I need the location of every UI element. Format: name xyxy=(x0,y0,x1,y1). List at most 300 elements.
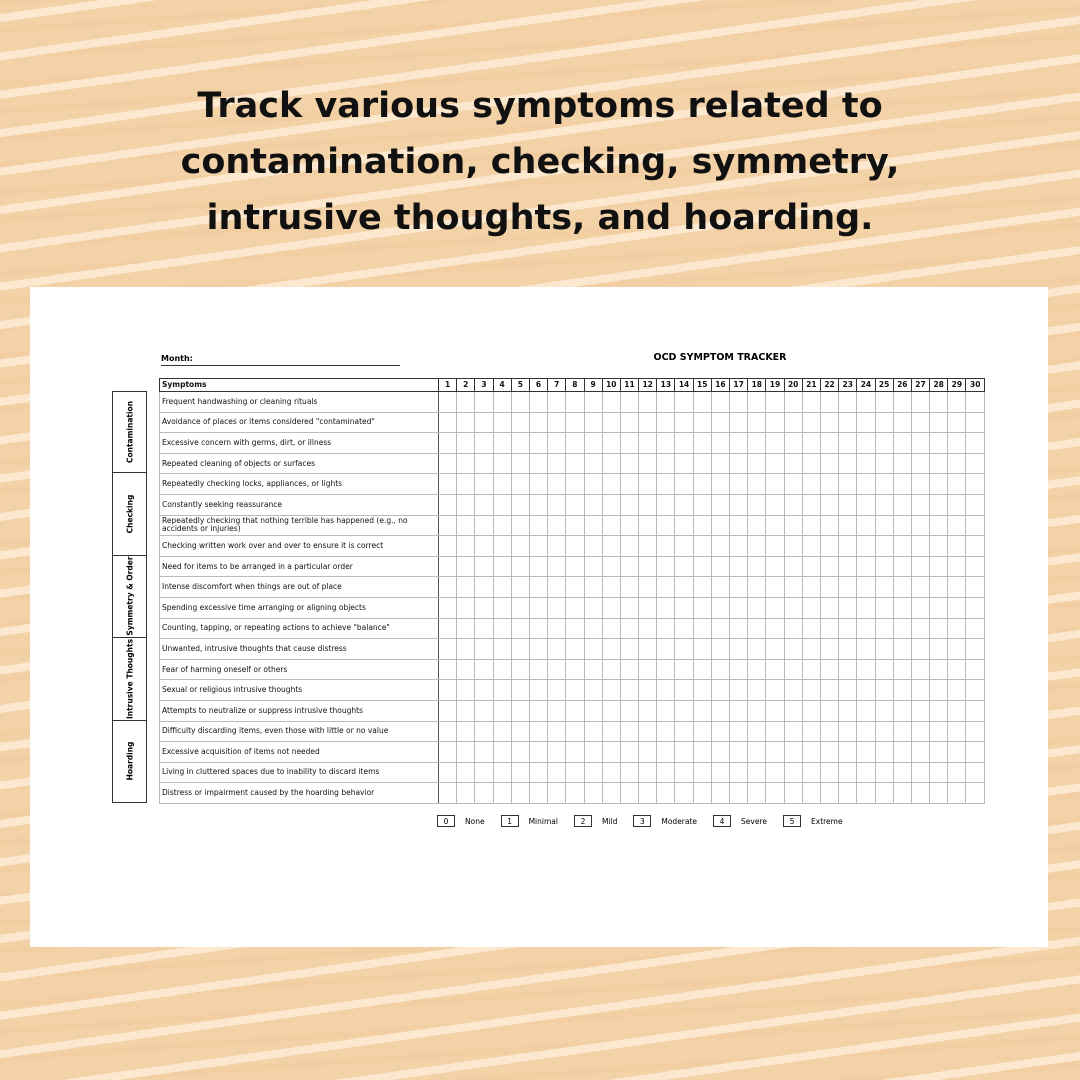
day-cell[interactable] xyxy=(675,474,693,495)
day-cell[interactable] xyxy=(911,474,929,495)
day-cell[interactable] xyxy=(675,412,693,433)
day-cell[interactable] xyxy=(730,680,748,701)
day-cell[interactable] xyxy=(857,556,875,577)
day-cell[interactable] xyxy=(675,680,693,701)
day-cell[interactable] xyxy=(839,392,857,413)
day-cell[interactable] xyxy=(893,721,911,742)
day-cell[interactable] xyxy=(784,659,802,680)
day-cell[interactable] xyxy=(930,680,948,701)
day-cell[interactable] xyxy=(511,618,529,639)
day-cell[interactable] xyxy=(820,556,838,577)
day-cell[interactable] xyxy=(893,742,911,763)
day-cell[interactable] xyxy=(439,556,457,577)
day-cell[interactable] xyxy=(839,783,857,804)
day-cell[interactable] xyxy=(566,639,584,660)
day-cell[interactable] xyxy=(566,453,584,474)
day-cell[interactable] xyxy=(820,639,838,660)
day-cell[interactable] xyxy=(493,412,511,433)
day-cell[interactable] xyxy=(766,474,784,495)
day-cell[interactable] xyxy=(802,536,820,557)
day-cell[interactable] xyxy=(766,742,784,763)
day-cell[interactable] xyxy=(439,474,457,495)
day-cell[interactable] xyxy=(711,556,729,577)
day-cell[interactable] xyxy=(911,494,929,515)
day-cell[interactable] xyxy=(675,618,693,639)
day-cell[interactable] xyxy=(620,742,638,763)
day-cell[interactable] xyxy=(875,556,893,577)
day-cell[interactable] xyxy=(748,392,766,413)
day-cell[interactable] xyxy=(784,494,802,515)
day-cell[interactable] xyxy=(911,742,929,763)
day-cell[interactable] xyxy=(493,536,511,557)
day-cell[interactable] xyxy=(675,762,693,783)
day-cell[interactable] xyxy=(529,577,547,598)
day-cell[interactable] xyxy=(966,494,985,515)
day-cell[interactable] xyxy=(693,700,711,721)
day-cell[interactable] xyxy=(439,618,457,639)
day-cell[interactable] xyxy=(639,577,657,598)
day-cell[interactable] xyxy=(784,742,802,763)
day-cell[interactable] xyxy=(693,762,711,783)
day-cell[interactable] xyxy=(475,721,493,742)
day-cell[interactable] xyxy=(820,494,838,515)
day-cell[interactable] xyxy=(475,680,493,701)
day-cell[interactable] xyxy=(457,412,475,433)
day-cell[interactable] xyxy=(602,742,620,763)
day-cell[interactable] xyxy=(493,474,511,495)
day-cell[interactable] xyxy=(930,742,948,763)
day-cell[interactable] xyxy=(930,762,948,783)
day-cell[interactable] xyxy=(548,762,566,783)
day-cell[interactable] xyxy=(948,639,966,660)
day-cell[interactable] xyxy=(784,577,802,598)
day-cell[interactable] xyxy=(511,494,529,515)
day-cell[interactable] xyxy=(584,721,602,742)
day-cell[interactable] xyxy=(566,597,584,618)
day-cell[interactable] xyxy=(548,474,566,495)
day-cell[interactable] xyxy=(730,762,748,783)
day-cell[interactable] xyxy=(566,618,584,639)
day-cell[interactable] xyxy=(893,494,911,515)
day-cell[interactable] xyxy=(766,639,784,660)
day-cell[interactable] xyxy=(820,392,838,413)
day-cell[interactable] xyxy=(548,659,566,680)
day-cell[interactable] xyxy=(675,783,693,804)
day-cell[interactable] xyxy=(802,453,820,474)
day-cell[interactable] xyxy=(730,742,748,763)
day-cell[interactable] xyxy=(748,453,766,474)
day-cell[interactable] xyxy=(820,433,838,454)
day-cell[interactable] xyxy=(548,556,566,577)
day-cell[interactable] xyxy=(875,536,893,557)
day-cell[interactable] xyxy=(693,515,711,536)
day-cell[interactable] xyxy=(511,783,529,804)
day-cell[interactable] xyxy=(893,783,911,804)
day-cell[interactable] xyxy=(548,783,566,804)
day-cell[interactable] xyxy=(893,700,911,721)
day-cell[interactable] xyxy=(620,412,638,433)
day-cell[interactable] xyxy=(930,618,948,639)
day-cell[interactable] xyxy=(639,392,657,413)
day-cell[interactable] xyxy=(748,556,766,577)
day-cell[interactable] xyxy=(675,639,693,660)
day-cell[interactable] xyxy=(820,515,838,536)
day-cell[interactable] xyxy=(802,680,820,701)
day-cell[interactable] xyxy=(748,536,766,557)
day-cell[interactable] xyxy=(948,783,966,804)
day-cell[interactable] xyxy=(839,680,857,701)
day-cell[interactable] xyxy=(529,474,547,495)
day-cell[interactable] xyxy=(493,392,511,413)
day-cell[interactable] xyxy=(857,762,875,783)
day-cell[interactable] xyxy=(820,577,838,598)
day-cell[interactable] xyxy=(657,762,675,783)
day-cell[interactable] xyxy=(639,515,657,536)
day-cell[interactable] xyxy=(784,700,802,721)
day-cell[interactable] xyxy=(857,700,875,721)
day-cell[interactable] xyxy=(639,433,657,454)
day-cell[interactable] xyxy=(711,515,729,536)
day-cell[interactable] xyxy=(748,742,766,763)
day-cell[interactable] xyxy=(820,783,838,804)
day-cell[interactable] xyxy=(529,515,547,536)
day-cell[interactable] xyxy=(911,680,929,701)
day-cell[interactable] xyxy=(930,536,948,557)
day-cell[interactable] xyxy=(766,392,784,413)
day-cell[interactable] xyxy=(784,762,802,783)
day-cell[interactable] xyxy=(893,433,911,454)
day-cell[interactable] xyxy=(948,618,966,639)
day-cell[interactable] xyxy=(493,783,511,804)
day-cell[interactable] xyxy=(802,762,820,783)
day-cell[interactable] xyxy=(893,639,911,660)
day-cell[interactable] xyxy=(893,515,911,536)
day-cell[interactable] xyxy=(875,515,893,536)
day-cell[interactable] xyxy=(602,474,620,495)
day-cell[interactable] xyxy=(493,556,511,577)
day-cell[interactable] xyxy=(584,618,602,639)
day-cell[interactable] xyxy=(493,453,511,474)
day-cell[interactable] xyxy=(766,412,784,433)
day-cell[interactable] xyxy=(457,577,475,598)
day-cell[interactable] xyxy=(529,494,547,515)
day-cell[interactable] xyxy=(566,700,584,721)
day-cell[interactable] xyxy=(493,515,511,536)
day-cell[interactable] xyxy=(475,639,493,660)
day-cell[interactable] xyxy=(893,762,911,783)
day-cell[interactable] xyxy=(766,680,784,701)
day-cell[interactable] xyxy=(693,474,711,495)
day-cell[interactable] xyxy=(948,474,966,495)
day-cell[interactable] xyxy=(930,515,948,536)
day-cell[interactable] xyxy=(857,597,875,618)
day-cell[interactable] xyxy=(457,474,475,495)
day-cell[interactable] xyxy=(966,556,985,577)
day-cell[interactable] xyxy=(657,597,675,618)
day-cell[interactable] xyxy=(966,659,985,680)
day-cell[interactable] xyxy=(457,515,475,536)
day-cell[interactable] xyxy=(820,700,838,721)
day-cell[interactable] xyxy=(966,597,985,618)
day-cell[interactable] xyxy=(529,680,547,701)
day-cell[interactable] xyxy=(639,783,657,804)
day-cell[interactable] xyxy=(875,453,893,474)
day-cell[interactable] xyxy=(820,618,838,639)
day-cell[interactable] xyxy=(748,412,766,433)
day-cell[interactable] xyxy=(948,680,966,701)
day-cell[interactable] xyxy=(857,618,875,639)
day-cell[interactable] xyxy=(930,597,948,618)
day-cell[interactable] xyxy=(529,762,547,783)
day-cell[interactable] xyxy=(620,392,638,413)
day-cell[interactable] xyxy=(820,742,838,763)
day-cell[interactable] xyxy=(548,515,566,536)
day-cell[interactable] xyxy=(839,515,857,536)
day-cell[interactable] xyxy=(548,392,566,413)
day-cell[interactable] xyxy=(584,536,602,557)
day-cell[interactable] xyxy=(875,474,893,495)
day-cell[interactable] xyxy=(875,742,893,763)
day-cell[interactable] xyxy=(639,680,657,701)
day-cell[interactable] xyxy=(875,680,893,701)
day-cell[interactable] xyxy=(439,700,457,721)
day-cell[interactable] xyxy=(639,597,657,618)
day-cell[interactable] xyxy=(602,433,620,454)
day-cell[interactable] xyxy=(839,639,857,660)
day-cell[interactable] xyxy=(529,618,547,639)
day-cell[interactable] xyxy=(802,700,820,721)
day-cell[interactable] xyxy=(457,639,475,660)
day-cell[interactable] xyxy=(511,556,529,577)
day-cell[interactable] xyxy=(711,392,729,413)
day-cell[interactable] xyxy=(730,433,748,454)
day-cell[interactable] xyxy=(566,474,584,495)
day-cell[interactable] xyxy=(820,597,838,618)
day-cell[interactable] xyxy=(911,597,929,618)
day-cell[interactable] xyxy=(748,433,766,454)
day-cell[interactable] xyxy=(948,577,966,598)
day-cell[interactable] xyxy=(529,556,547,577)
day-cell[interactable] xyxy=(493,659,511,680)
day-cell[interactable] xyxy=(711,721,729,742)
day-cell[interactable] xyxy=(911,618,929,639)
day-cell[interactable] xyxy=(566,742,584,763)
day-cell[interactable] xyxy=(602,762,620,783)
day-cell[interactable] xyxy=(439,639,457,660)
day-cell[interactable] xyxy=(766,433,784,454)
day-cell[interactable] xyxy=(857,783,875,804)
day-cell[interactable] xyxy=(620,556,638,577)
day-cell[interactable] xyxy=(784,453,802,474)
day-cell[interactable] xyxy=(602,392,620,413)
day-cell[interactable] xyxy=(657,721,675,742)
day-cell[interactable] xyxy=(529,742,547,763)
day-cell[interactable] xyxy=(439,659,457,680)
day-cell[interactable] xyxy=(911,783,929,804)
day-cell[interactable] xyxy=(620,783,638,804)
day-cell[interactable] xyxy=(511,659,529,680)
day-cell[interactable] xyxy=(820,659,838,680)
day-cell[interactable] xyxy=(948,659,966,680)
day-cell[interactable] xyxy=(675,721,693,742)
day-cell[interactable] xyxy=(911,412,929,433)
day-cell[interactable] xyxy=(439,597,457,618)
day-cell[interactable] xyxy=(584,433,602,454)
day-cell[interactable] xyxy=(457,721,475,742)
day-cell[interactable] xyxy=(857,659,875,680)
day-cell[interactable] xyxy=(730,639,748,660)
day-cell[interactable] xyxy=(693,433,711,454)
day-cell[interactable] xyxy=(711,577,729,598)
day-cell[interactable] xyxy=(930,412,948,433)
day-cell[interactable] xyxy=(639,618,657,639)
day-cell[interactable] xyxy=(748,515,766,536)
day-cell[interactable] xyxy=(839,556,857,577)
day-cell[interactable] xyxy=(675,536,693,557)
day-cell[interactable] xyxy=(948,536,966,557)
day-cell[interactable] xyxy=(657,618,675,639)
day-cell[interactable] xyxy=(893,577,911,598)
day-cell[interactable] xyxy=(693,453,711,474)
day-cell[interactable] xyxy=(730,515,748,536)
day-cell[interactable] xyxy=(493,742,511,763)
day-cell[interactable] xyxy=(839,433,857,454)
day-cell[interactable] xyxy=(857,577,875,598)
day-cell[interactable] xyxy=(657,515,675,536)
day-cell[interactable] xyxy=(711,639,729,660)
day-cell[interactable] xyxy=(548,618,566,639)
day-cell[interactable] xyxy=(657,700,675,721)
day-cell[interactable] xyxy=(930,577,948,598)
day-cell[interactable] xyxy=(820,762,838,783)
day-cell[interactable] xyxy=(839,597,857,618)
day-cell[interactable] xyxy=(730,577,748,598)
day-cell[interactable] xyxy=(784,639,802,660)
day-cell[interactable] xyxy=(566,536,584,557)
day-cell[interactable] xyxy=(602,639,620,660)
day-cell[interactable] xyxy=(857,515,875,536)
day-cell[interactable] xyxy=(584,742,602,763)
day-cell[interactable] xyxy=(439,762,457,783)
day-cell[interactable] xyxy=(857,474,875,495)
day-cell[interactable] xyxy=(875,597,893,618)
day-cell[interactable] xyxy=(457,680,475,701)
day-cell[interactable] xyxy=(766,515,784,536)
day-cell[interactable] xyxy=(948,721,966,742)
day-cell[interactable] xyxy=(748,494,766,515)
day-cell[interactable] xyxy=(584,577,602,598)
day-cell[interactable] xyxy=(602,577,620,598)
day-cell[interactable] xyxy=(493,433,511,454)
day-cell[interactable] xyxy=(457,556,475,577)
day-cell[interactable] xyxy=(911,700,929,721)
day-cell[interactable] xyxy=(911,762,929,783)
day-cell[interactable] xyxy=(966,577,985,598)
day-cell[interactable] xyxy=(475,577,493,598)
day-cell[interactable] xyxy=(893,556,911,577)
day-cell[interactable] xyxy=(693,721,711,742)
day-cell[interactable] xyxy=(730,453,748,474)
day-cell[interactable] xyxy=(529,721,547,742)
day-cell[interactable] xyxy=(802,721,820,742)
day-cell[interactable] xyxy=(584,659,602,680)
day-cell[interactable] xyxy=(948,453,966,474)
day-cell[interactable] xyxy=(875,700,893,721)
day-cell[interactable] xyxy=(639,453,657,474)
day-cell[interactable] xyxy=(457,453,475,474)
day-cell[interactable] xyxy=(475,700,493,721)
day-cell[interactable] xyxy=(966,412,985,433)
day-cell[interactable] xyxy=(475,762,493,783)
day-cell[interactable] xyxy=(948,597,966,618)
day-cell[interactable] xyxy=(930,453,948,474)
day-cell[interactable] xyxy=(911,453,929,474)
day-cell[interactable] xyxy=(930,474,948,495)
day-cell[interactable] xyxy=(966,515,985,536)
day-cell[interactable] xyxy=(675,433,693,454)
day-cell[interactable] xyxy=(893,536,911,557)
day-cell[interactable] xyxy=(693,639,711,660)
day-cell[interactable] xyxy=(475,515,493,536)
day-cell[interactable] xyxy=(966,433,985,454)
day-cell[interactable] xyxy=(802,412,820,433)
day-cell[interactable] xyxy=(602,700,620,721)
day-cell[interactable] xyxy=(475,536,493,557)
day-cell[interactable] xyxy=(511,536,529,557)
day-cell[interactable] xyxy=(657,536,675,557)
day-cell[interactable] xyxy=(766,721,784,742)
day-cell[interactable] xyxy=(439,742,457,763)
day-cell[interactable] xyxy=(875,659,893,680)
day-cell[interactable] xyxy=(748,680,766,701)
day-cell[interactable] xyxy=(711,474,729,495)
day-cell[interactable] xyxy=(730,783,748,804)
day-cell[interactable] xyxy=(457,618,475,639)
day-cell[interactable] xyxy=(711,453,729,474)
day-cell[interactable] xyxy=(948,392,966,413)
day-cell[interactable] xyxy=(930,783,948,804)
day-cell[interactable] xyxy=(566,762,584,783)
day-cell[interactable] xyxy=(802,618,820,639)
day-cell[interactable] xyxy=(839,412,857,433)
day-cell[interactable] xyxy=(620,721,638,742)
day-cell[interactable] xyxy=(439,536,457,557)
day-cell[interactable] xyxy=(620,680,638,701)
day-cell[interactable] xyxy=(966,721,985,742)
day-cell[interactable] xyxy=(730,536,748,557)
day-cell[interactable] xyxy=(748,597,766,618)
day-cell[interactable] xyxy=(839,659,857,680)
day-cell[interactable] xyxy=(784,783,802,804)
day-cell[interactable] xyxy=(730,597,748,618)
day-cell[interactable] xyxy=(457,392,475,413)
day-cell[interactable] xyxy=(711,783,729,804)
day-cell[interactable] xyxy=(820,453,838,474)
day-cell[interactable] xyxy=(784,392,802,413)
day-cell[interactable] xyxy=(966,783,985,804)
day-cell[interactable] xyxy=(620,494,638,515)
day-cell[interactable] xyxy=(602,721,620,742)
day-cell[interactable] xyxy=(711,618,729,639)
day-cell[interactable] xyxy=(584,680,602,701)
day-cell[interactable] xyxy=(511,392,529,413)
day-cell[interactable] xyxy=(639,412,657,433)
day-cell[interactable] xyxy=(748,700,766,721)
day-cell[interactable] xyxy=(493,700,511,721)
day-cell[interactable] xyxy=(875,639,893,660)
day-cell[interactable] xyxy=(766,494,784,515)
day-cell[interactable] xyxy=(766,659,784,680)
